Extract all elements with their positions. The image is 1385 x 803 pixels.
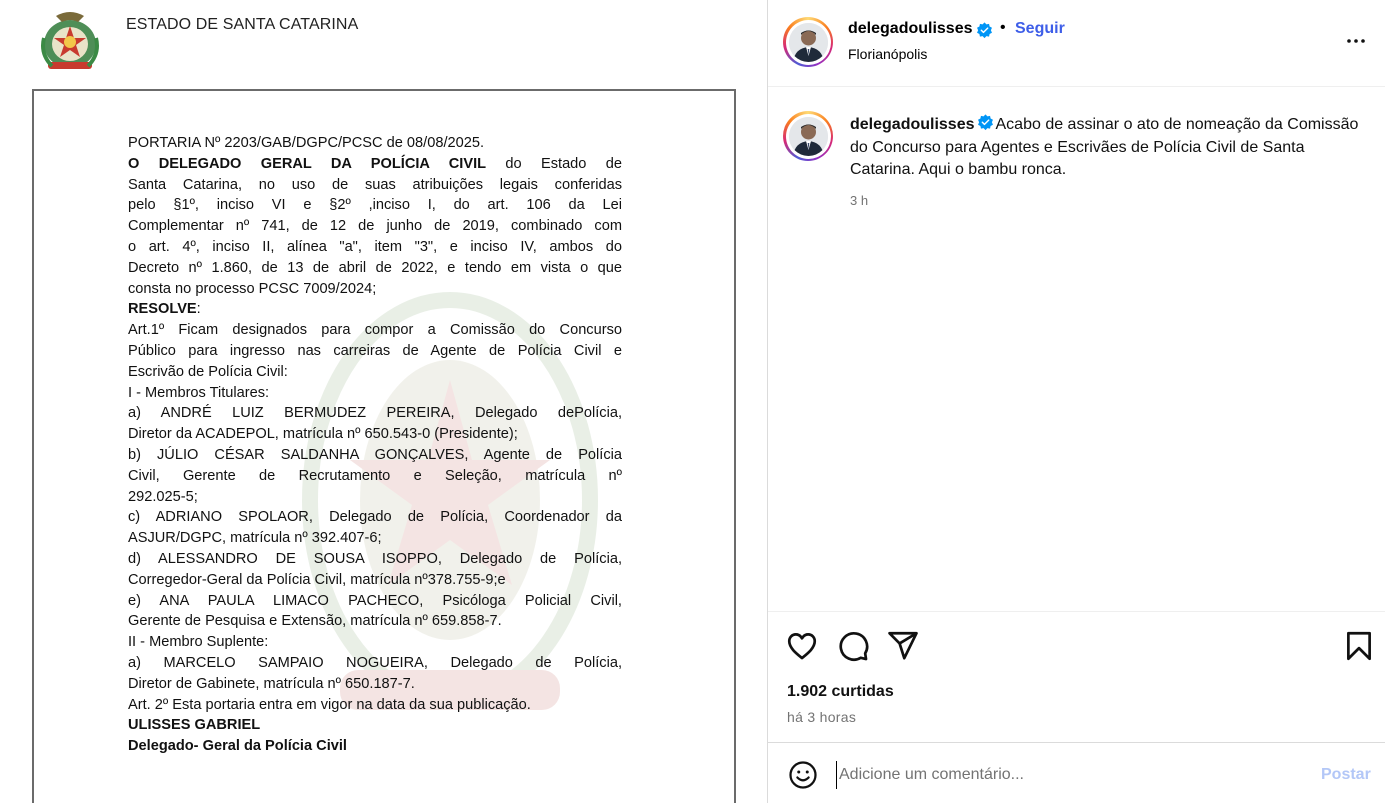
document-line [128, 736, 622, 757]
document-line-text: Complementar nº 741, de 12 de junho de 2019, combinado com [128, 218, 622, 235]
document-line-text: a) MARCELO SAMPAIO NOGUEIRA, Delegado de Polícia, [128, 654, 622, 671]
document-line-text: pelo §1º, inciso VI e §2º ,inciso I, do art. 106 da Lei [128, 197, 622, 214]
verified-badge-icon [977, 114, 994, 131]
document-line-text: e) ANA PAULA LIMACO PACHECO, Psicóloga Policial Civil, [128, 592, 622, 609]
author-avatar[interactable] [783, 17, 833, 67]
document-line-text: c) ADRIANO SPOLAOR, Delegado de Polícia, Coordenador da [128, 509, 622, 526]
bookmark-icon[interactable] [1342, 629, 1376, 663]
document-line [128, 279, 622, 300]
document-line-text: Diretor da ACADEPOL, matrícula nº 650.543-0 (Presidente); [128, 426, 518, 443]
document-line-bold: ULISSES GABRIEL [128, 717, 261, 734]
caption-avatar[interactable] [783, 111, 833, 161]
document-line-bold: O DELEGADO GERAL DA POLÍCIA CIVIL [128, 155, 487, 172]
document-line-text: ASJUR/DGPC, matrícula nº 392.407-6; [128, 530, 382, 547]
document-line [128, 237, 622, 258]
document-line [128, 154, 622, 175]
document-line-text: b) JÚLIO CÉSAR SALDANHA GONÇALVES, Agente de Polícia [128, 446, 622, 463]
document-line [128, 487, 622, 508]
state-coat-of-arms-icon [38, 8, 102, 74]
document-line-text: o art. 4º, inciso II, alínea "a", item "3", e inciso IV, ambos do [128, 238, 622, 255]
document-line [128, 258, 622, 279]
caption-text: Acabo de assinar o ato de nomeação da Comissão do Concurso para Agentes e Escrivães de Polícia Civil de Santa Catarina. Aqui o bambu ronca. [850, 116, 1359, 178]
document-line [128, 403, 622, 424]
post-comment-button[interactable]: Postar [1321, 766, 1371, 783]
likes-count[interactable]: 1.902 curtidas [787, 683, 894, 700]
document-line-text: Diretor de Gabinete, matrícula nº 650.187-7. [128, 675, 415, 692]
paper-plane-icon[interactable] [886, 629, 920, 663]
document-line-text: Santa Catarina, no uso de suas atribuições legais conferidas [128, 176, 622, 193]
document-line [128, 299, 622, 320]
post-timestamp[interactable]: há 3 horas [787, 709, 857, 725]
document-line [128, 591, 622, 612]
document-line-text: Art. 2º Esta portaria entra em vigor na data da sua publicação. [128, 696, 531, 713]
document-line [128, 611, 622, 632]
document-line [128, 507, 622, 528]
document-line-bold: RESOLVE [128, 301, 197, 318]
document-line-text: II - Membro Suplente: [128, 634, 269, 651]
document-line-text: PORTARIA Nº 2203/GAB/DGPC/PCSC de 08/08/2025. [128, 135, 485, 151]
document-line-text: I - Membros Titulares: [128, 384, 270, 401]
portaria-document-text [128, 133, 622, 757]
post-caption [850, 114, 1370, 182]
document-line-text: Público para ingresso nas carreiras de Agente de Polícia Civil e [128, 342, 622, 359]
document-line-text: 292.025-5; [128, 488, 198, 505]
document-line-text: Decreto nº 1.860, de 13 de abril de 2022, e tendo em vista o que [128, 259, 622, 276]
document-line [128, 362, 622, 383]
document-line [128, 175, 622, 196]
post-actions [768, 611, 1385, 742]
document-line [128, 653, 622, 674]
document-line-text: : [196, 301, 201, 318]
verified-badge-icon [976, 22, 993, 39]
add-comment-bar [768, 742, 1385, 803]
caption-timestamp[interactable]: 3 h [850, 193, 869, 208]
document-line [128, 570, 622, 591]
profile-photo-icon [789, 23, 828, 62]
caption-username[interactable]: delegadoulisses [850, 116, 975, 133]
smiley-icon[interactable] [788, 760, 818, 790]
document-line [128, 549, 622, 570]
document-line-text: consta no processo PCSC 7009/2024; [128, 280, 377, 297]
document-line [128, 383, 622, 404]
document-line [128, 341, 622, 362]
document-line [128, 216, 622, 237]
heart-icon[interactable] [785, 629, 819, 663]
document-line [128, 528, 622, 549]
document-line-bold: Delegado- Geral da Polícia Civil [128, 738, 347, 755]
post-sidebar [767, 0, 1385, 803]
post-location[interactable]: Florianópolis [848, 46, 928, 62]
document-line [128, 424, 622, 445]
document-line-text: Civil, Gerente de Recrutamento e Seleção, matrícula nº [128, 467, 622, 484]
post-header [768, 0, 1385, 87]
document-line-text: Escrivão de Polícia Civil: [128, 363, 288, 380]
document-line [128, 466, 622, 487]
document-line-text: Art.1º Ficam designados para compor a Comissão do Concurso [128, 322, 622, 339]
document-line [128, 695, 622, 716]
document-line [128, 133, 622, 154]
document-line [128, 715, 622, 736]
document-line [128, 632, 622, 653]
state-header-text: ESTADO DE SANTA CATARINA [126, 16, 359, 33]
document-line [128, 320, 622, 341]
document-line-text: Gerente de Pesquisa e Extensão, matrícula nº 659.858-7. [128, 613, 502, 630]
more-dots-icon[interactable] [1344, 29, 1368, 53]
document-line-text: Corregedor-Geral da Polícia Civil, matrícula nº378.755-9;e [128, 571, 506, 588]
follow-button[interactable]: Seguir [1015, 20, 1065, 37]
document-line-text: do Estado de [486, 155, 622, 172]
document-line [128, 674, 622, 695]
author-username[interactable]: delegadoulisses [848, 20, 973, 37]
comment-bubble-icon[interactable] [836, 629, 870, 663]
document-line [128, 195, 622, 216]
document-line-text: a) ANDRÉ LUIZ BERMUDEZ PEREIRA, Delegado dePolícia, [128, 405, 622, 422]
document-line-text: d) ALESSANDRO DE SOUSA ISOPPO, Delegado de Polícia, [128, 550, 622, 567]
separator-dot: • [1000, 19, 1006, 36]
document-line [128, 445, 622, 466]
profile-photo-icon [789, 117, 828, 156]
comment-input[interactable] [836, 761, 1306, 789]
caption-section [768, 88, 1385, 611]
